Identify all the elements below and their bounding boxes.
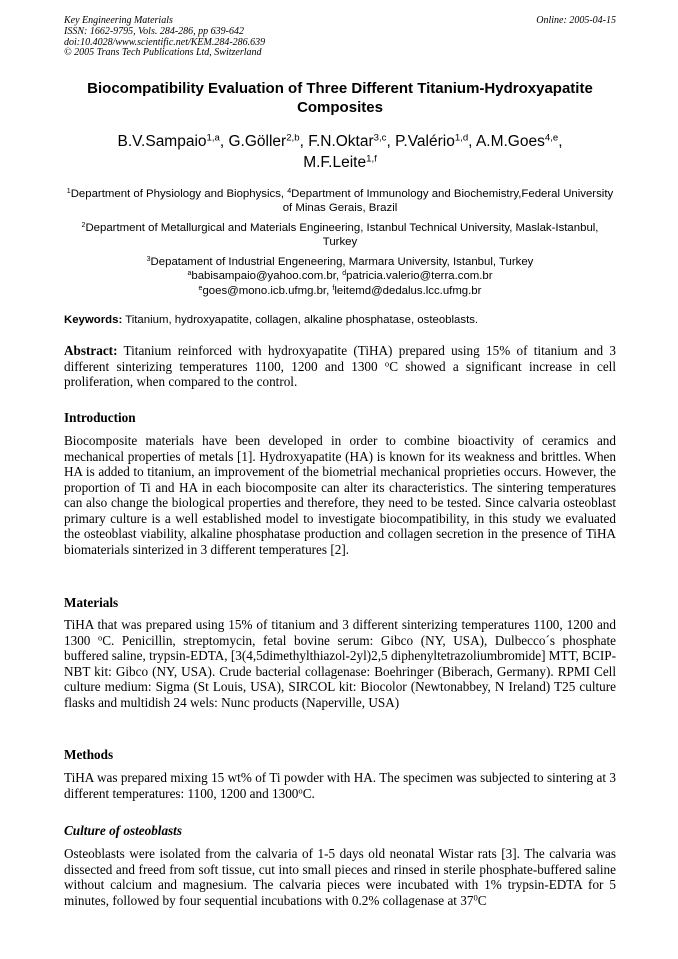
materials-text: TiHA that was prepared using 15% of titanium and 3 different sinterizing temperatures 1100, 1200 and 1300 $^o$C. Penicillin, streptomycin, fetal bovine serum: Gibco (NY, USA), Dulbecco´s phosphate buffered saline, trypsin-EDTA, [3(4,5dimethylthiazol-2yl)2,5 diphenyltetrazoliumbromide] MTT, BCIP-NBT kit: Gibco (NY, USA). Crude bacterial collagenase: Boehringer (Biberach, Germany). RPMI Cell culture medium: Sigma (St Louis, USA), SIRCOL kit: Biocolor (Newtonabbey, N Ireland) T25 culture flasks and multidish 24 wels: Nunc products (Naperville, USA) — [64, 617, 616, 710]
keywords-text: Titanium, hydroxyapatite, collagen, alkaline phosphatase, osteoblasts. — [122, 314, 479, 326]
journal-name: Key Engineering Materials — [64, 15, 173, 26]
culture-heading: Culture of osteoblasts — [64, 823, 182, 838]
affiliation-3: $^3$Depatament of Industrial Engeneering, Marmara University, Istanbul, Turkey — [146, 256, 534, 268]
author: B.V.Sampaio$^{1,a}$, — [117, 132, 229, 150]
email-line-1: $^a$babisampaio@yahoo.com.br, $^d$patricia.valerio@terra.com.br — [187, 270, 493, 282]
email-line-2: $^e$goes@mono.icb.ufmg.br, $^f$leitemd@dedalus.lcc.ufmg.br — [198, 285, 482, 297]
keywords-label: Keywords: — [64, 314, 123, 326]
author: F.N.Oktar$^{3,c}$, — [308, 132, 396, 150]
abstract: Abstract: Titanium reinforced with hydroxyapatite (TiHA) prepared using 15% of titanium and 3 different sinterizing temperatures 1100, 1200 and 1300 $^o$C showed a significant increase in cell proliferation, when compared to the control. — [64, 343, 617, 389]
issn-line: ISSN: 1662-9795, Vols. 284-286, pp 639-642 — [64, 25, 244, 37]
copyright-line: © 2005 Trans Tech Publications Ltd, Switzerland — [64, 47, 262, 59]
author-list — [64, 131, 616, 173]
materials-heading: Materials — [64, 595, 119, 610]
abstract-label: Abstract: — [64, 343, 118, 358]
journal-header — [64, 16, 616, 59]
introduction-heading: Introduction — [64, 410, 136, 425]
introduction-text: Biocomposite materials have been developed in order to combine bioactivity of ceramics and mechanical properties of metals [1]. Hydroxyapatite (HA) is known for its weakness and brittles. When HA is added to titanium, an improvement of the biometrial mechanical proprieties occurs. However, the proportion of Ti and HA in each biocomposite can alter its characteristics. The sintering temperatures can also change the biological properties and therefore, they need to be tested. Since calvaria osteoblast primary culture is a well established model to investigate biocompatibility, in this study we evaluated the osteoblast viability, alkaline phosphatase production and collagen secretion in the presence of TiHA biomaterials sinterized in 3 different temperatures [2]. — [64, 433, 616, 557]
author: A.M.Goes$^{4,e}$, — [475, 132, 563, 150]
keywords — [64, 313, 616, 327]
author: M.F.Leite$^{1,f}$ — [303, 153, 377, 171]
affiliation-2: $^2$Department of Metallurgical and Materials Engineering, Istanbul Technical University, Maslak-Istanbul, Turkey — [81, 222, 599, 248]
paper-title: Biocompatibility Evaluation of Three Different Titanium-Hydroxyapatite Composites — [87, 80, 593, 116]
author: G.Göller$^{2,b}$, — [228, 132, 309, 150]
culture-text: Osteoblasts were isolated from the calvaria of 1-5 days old neonatal Wistar rats [3]. The calvaria was dissected and freed from soft tissue, cut into small pieces and rinsed in sterile phosphate-buffered saline without calcium and magnesium. The calvaria pieces were incubated with 1% trypsin-EDTA for 5 minutes, followed by four sequential incubations with 0.2% collagenase at $37^0C$ — [64, 846, 616, 908]
methods-text: TiHA was prepared mixing 15 wt% of Ti powder with HA. The specimen was subjected to sintering at 3 different temperatures: 1100, 1200 and 1300$^o$C. — [64, 770, 616, 801]
methods-heading: Methods — [64, 747, 114, 762]
affiliation-1: $^1$Department of Physiology and Biophysics, $^4$Department of Immunology and Biochemistry,Federal University of Minas Gerais, Brazil — [66, 188, 614, 214]
online-date: Online: 2005-04-15 — [536, 15, 616, 26]
doi-line: doi:10.4028/www.scientific.net/KEM.284-286.639 — [64, 36, 266, 48]
author: P.Valério$^{1,d}$, — [395, 132, 476, 150]
